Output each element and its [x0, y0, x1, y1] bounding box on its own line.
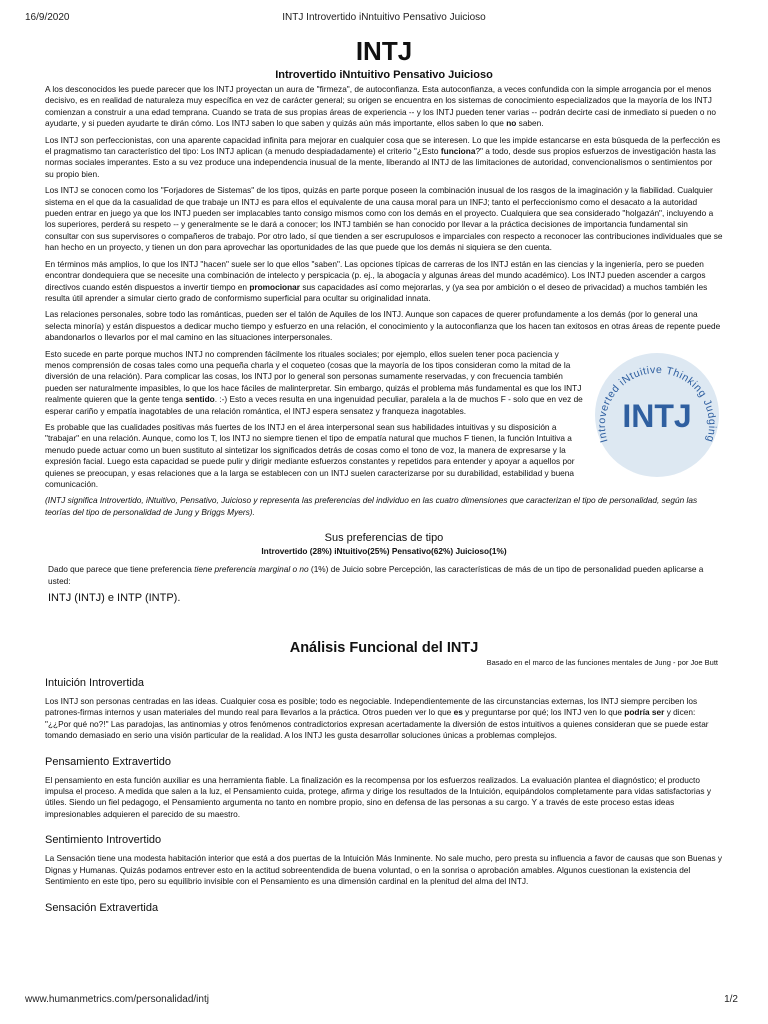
- page-number: 1/2: [724, 994, 738, 1005]
- section-heading: Intuición Introvertida: [45, 677, 145, 690]
- intro-paragraph: A los desconocidos les puede parecer que los INTJ proyectan un aura de "firmeza", de autoconfianza. Esta autoconfianza, a veces confundida con la simple arrogancia por el menos decisivo, es en realidad de naturaleza muy específica en vez de carácter general; su origen se encuentra en los sistemas de conocimiento especializados que la mayoría de los INTJ comienzan a construir a una edad temprana. Cuando se trata de sus propias áreas de experiencia -- y los INTJ pueden tener varias -- podrán decirte casi de inmediato si pueden o no ayudarte, y si pueden ayudarte te dirán cómo. Los INTJ saben lo que saben y quizás aún más importante, ellos saben lo que no saben.: [45, 84, 717, 129]
- preferences-title: Sus preferencias de tipo: [324, 532, 444, 545]
- function-section: [45, 834, 723, 887]
- function-section: [45, 677, 723, 742]
- preferences-percentages: Introvertido (28%) iNtuitivo(25%) Pensativo(62%) Juicioso(1%): [261, 546, 507, 557]
- page-content: [45, 36, 723, 921]
- badge-type-text: INTJ: [622, 397, 692, 434]
- page-subtitle: Introvertido iNntuitivo Pensativo Juicioso: [275, 69, 493, 81]
- section-heading: Sentimiento Introvertido: [45, 834, 162, 847]
- intro-paragraph: Los INTJ se conocen como los "Forjadores de Sistemas" de los tipos, quizás en parte porque poseen la combinación inusual de los rasgos de la imaginación y la fiabilidad. Cualquier sistema en el que da la casualidad de que trabaje un INTJ es para ellos el equivalente de una causa moral para un INFJ; tanto el perfeccionismo como el desacato a la autoridad pueden entrar en juego ya que los INTJ pueden ser implacables tanto consigo mismos como con los demás en el proyecto. Cualquiera que sea considerado "holgazán", incluyendo a los superiores, perderá su respeto -- y generalmente se le dará a conocer; los INTJ también se han conocido por llevar a la práctica decisiones de importancia fundamental sin consultar con sus supervisores o compañeros de trabajo. Por otro lado, sí que tienden a ser escrupulosos e imparciales con respecto a reconocer las contribuciones individuales que se han hecho en un proyecto, y tienen un don para aprovechar las oportunidades de las que puede que los demás ni siquiera se den cuenta.: [45, 185, 723, 253]
- type-note: (INTJ significa Introvertido, iNtuitivo, Pensativo, Juicioso y representa las preferencias del individuo en las cuatro dimensiones que caracterizan el tipo de personalidad, según las teorías del tipo de personalidad de Jung y Briggs Myers).: [45, 495, 698, 517]
- intro-paragraph: Es probable que las cualidades positivas más fuertes de los INTJ en el área interpersonal sean sus habilidades intuitivas y su disposición a "trabajar" en una relación. Aunque, como los T, los INTJ no siempre tienen el tipo de empatía natural que muchos F tienen, la función Intuitiva a menudo puede actuar como un buen sustituto al sintetizar los significados detrás de cosas como el tono de voz, la manera de expresarse y la expresión facial. Luego esta capacidad se puede pulir y dirigir mediante esfuerzos constantes y repetidos para entender y apoyar a aquellos por quienes se preocupan, y esas relaciones que a la larga se establecen con un INTJ suelen caracterizarse por su durabilidad, estabilidad y buena comunicación.: [45, 421, 575, 489]
- analysis-attribution: Basado en el marco de las funciones mentales de Jung - por Joe Butt: [486, 658, 718, 668]
- document-title: INTJ Introvertido iNntuitivo Pensativo Juicioso: [282, 12, 486, 23]
- badge-ring-text: Introverted iNtuitive Thinking Judging: [595, 363, 719, 444]
- section-text: El pensamiento en esta función auxiliar es una herramienta fiable. La finalización es la recompensa por los esfuerzos realizados. La evaluación plantea el diagnóstico; el producto impulsa el proceso. A medida que salen a la luz, el Pensamiento cuida, protege, afirma y dirige los resultados de la Intuición, equipándolos completamente para vidas satisfactorias y útiles. Siendo un fiel pedagogo, el Pensamiento argumenta no tanto en nombre propio, sino en defensa de las personas a su cargo. Y a través de este proceso estas ideas impresionables adquieren el parecido de su maestro.: [45, 774, 711, 819]
- section-text: Los INTJ son personas centradas en las ideas. Cualquier cosa es posible; todo es negociable. Independientemente de las circunstancias externas, los INTJ siempre perciben los patrones-firmas internos y usan materiales del mundo real para llevarlos a la práctica. Otros pueden ver lo que es y preguntarse por qué; los INTJ ven lo que podría ser y dicen: "¿¿Por qué no?!" Las paradojas, las antinomias y otros fenómenos contradictorios expresan acertadamente la diversión de estos intuitivos a quienes consideran que se puede estar tomando demasiado en serio una visión particular de la realidad. A los INTJ les gusta desarrollar soluciones únicas a problemas complejos.: [45, 696, 709, 741]
- footer-url: www.humanmetrics.com/personalidad/intj: [25, 994, 209, 1005]
- section-text: La Sensación tiene una modesta habitación interior que está a dos puertas de la Intuición Más Inminente. No sale mucho, pero presta su influencia a favor de causas que son Buenas y Dignas y Humanas. Quizás podamos entrever esto en la actitud sobreentendida de buena voluntad, o en la sonrisa o aprobación amables. Algunos cuestionan la existencia del Sentimiento en este tipo, pero su equilibrio invisible con el Pensamiento es una dimensión cardinal en la plenitud del alma del INTJ.: [45, 853, 723, 887]
- section-heading: Pensamiento Extravertido: [45, 755, 171, 768]
- intro-paragraph: Las relaciones personales, sobre todo las románticas, pueden ser el talón de Aquiles de los INTJ. Aunque son capaces de querer profundamente a los demás (por lo general una selecta minoría) y están dispuestos a dedicar mucho tiempo y esfuerzo en una relación, el conocimiento y la autoconfianza que los hacen tan exitosos en otras áreas de repente puede abandonarlos o llevarlos por el mal camino en las situaciones interpersonales.: [45, 309, 721, 343]
- related-types: INTJ (INTJ) e INTP (INTP).: [48, 592, 181, 605]
- print-date: 16/9/2020: [25, 12, 70, 23]
- analysis-title: Análisis Funcional del INTJ: [289, 640, 479, 657]
- intj-badge: [591, 349, 723, 481]
- page-title: INTJ: [355, 36, 413, 66]
- intro-paragraph: Esto sucede en parte porque muchos INTJ no comprenden fácilmente los rituales sociales; por ejemplo, ellos suelen tener poca paciencia y menos comprensión de cosas tales como una pequeña charla y el coqueteo (cosas que la mayoría de los tipos consideran como la mitad de la diversión de una relación). Para complicar las cosas, los INTJ por lo general son personas sumamente reservadas, y con frecuencia también pueden ser naturalmente impasibles, lo que los hace fáciles de malinterpretar. Sin embargo, quizás el problema más fundamental es que los INTJ realmente quieren que la gente tenga sentido. :-) Esto a veces resulta en una ingenuidad peculiar, paralela a la de muchos F - solo que en vez de esperar cariño y empatía inagotables de una relación romántica, el INTJ espera sensatez y franqueza inagotables.: [45, 348, 583, 416]
- intj-badge-graphic: [591, 349, 723, 481]
- intro-paragraph: Los INTJ son perfeccionistas, con una aparente capacidad infinita para mejorar en cualquier cosa que se interesen. Lo que les impide estancarse en esta búsqueda de la perfección es el pragmatismo tan característico del tipo: Los INTJ aplican (a menudo despiadadamente) el criterio "¿Esto funciona?" a todo, desde sus propios esfuerzos de investigación hasta las normas sociales imperantes. Esto a su vez produce una independencia inusual de la mente, liberando al INTJ de las limitaciones de autoridad, convencionalismos o sentimientos por su propio bien.: [45, 134, 721, 179]
- function-section: [45, 902, 723, 914]
- function-section: [45, 756, 723, 821]
- intro-paragraph: En términos más amplios, lo que los INTJ "hacen" suele ser lo que ellos "saben". Las opciones típicas de carreras de los INTJ están en las ciencias y la ingeniería, pero se pueden encontrar dondequiera que se necesite una combinación de intelecto y perspicacia (p. ej., la abogacía y algunas áreas del mundo académico). Los INTJ pueden ascender a cargos directivos cuando estén dispuestos a invertir tiempo en promocionar sus capacidades así como mejorarlas, y (ya sea por ambición o el deseo de privacidad) a muchos también les resulta útil aprender a simular cierto grado de conformismo superficial para ocultar su originalidad innata.: [45, 258, 708, 303]
- section-heading: Sensación Extravertida: [45, 901, 159, 914]
- preferences-explanation: Dado que parece que tiene preferencia tiene preferencia marginal o no (1%) de Juicio sobre Percepción, las características de más de un tipo de personalidad pueden aplicarse a usted:: [48, 564, 704, 586]
